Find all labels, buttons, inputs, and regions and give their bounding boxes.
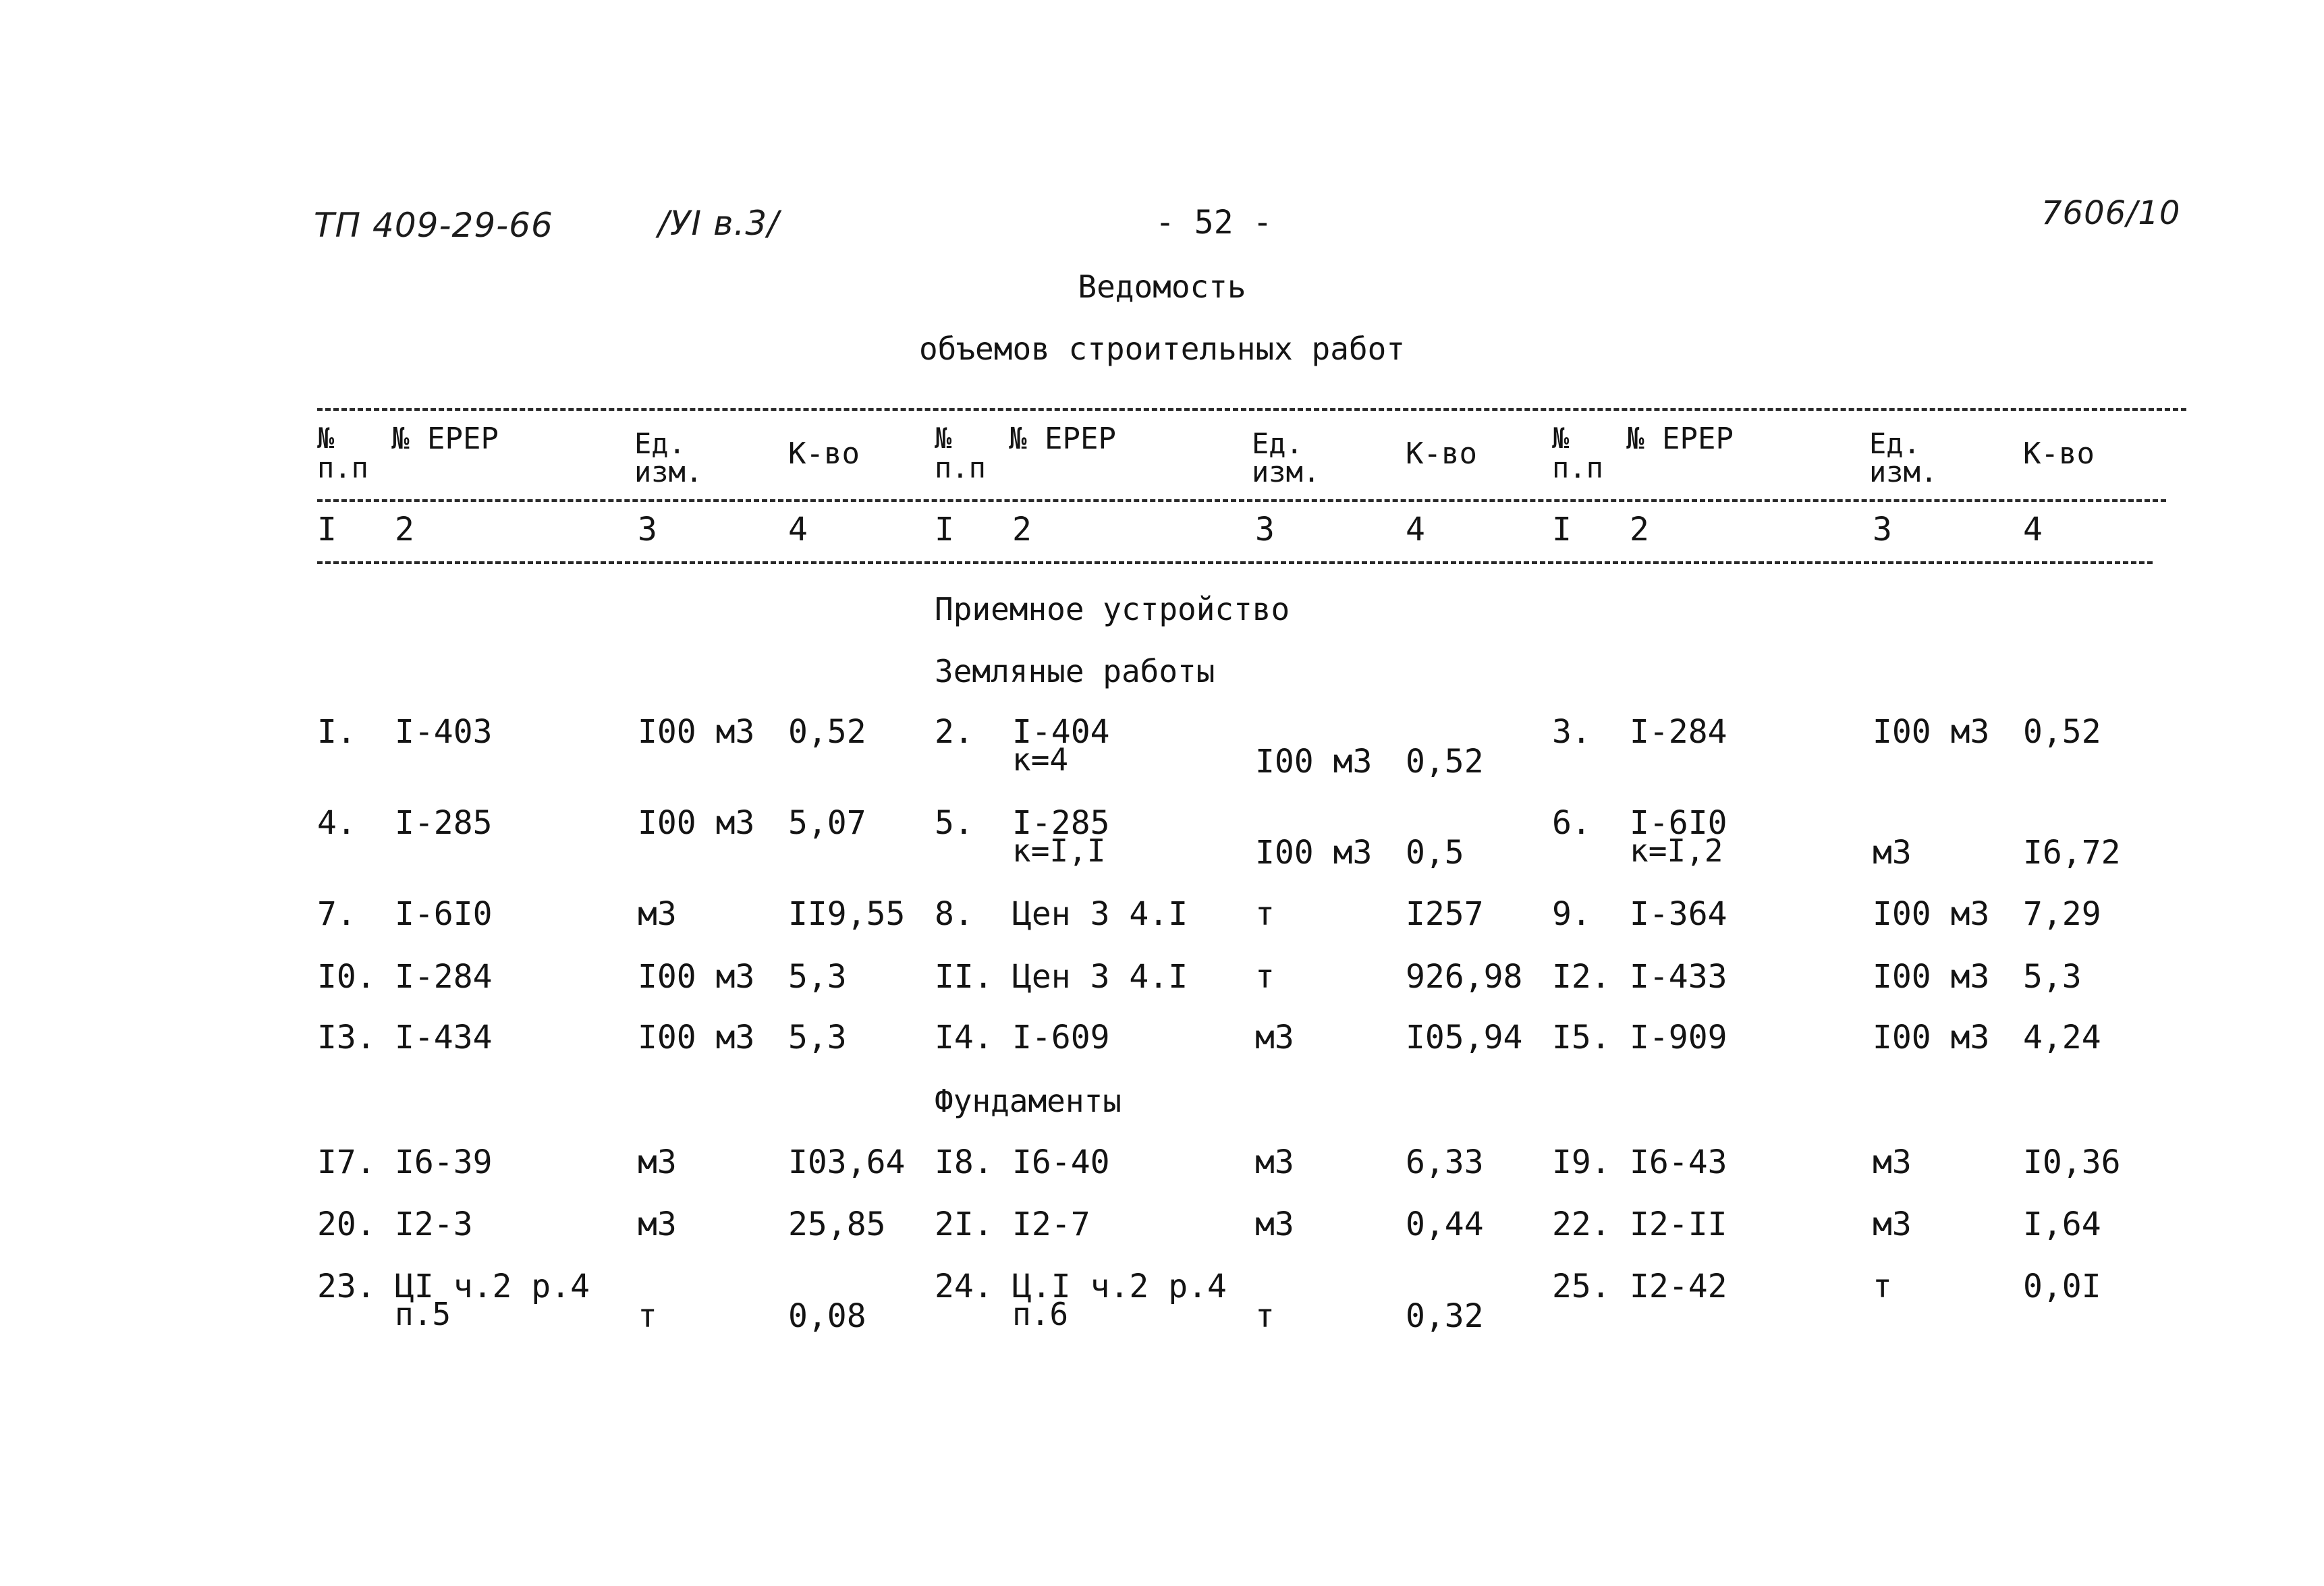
header-unit-line1: Ед. <box>1252 427 1303 460</box>
quantity-value: 6,33 <box>1406 1143 1484 1181</box>
unit-value: т <box>1255 958 1275 996</box>
section-title-receiving-device: Приемное устройство <box>935 591 1290 627</box>
row-number: 2I. <box>935 1206 993 1243</box>
column-index-2: 2 <box>1630 511 1649 548</box>
row-number: I9. <box>1552 1143 1611 1181</box>
quantity-value: I257 <box>1406 895 1484 933</box>
erer-code: I-434 <box>395 1019 493 1056</box>
header-unit-line2: изм. <box>1252 455 1321 488</box>
row-number: I4. <box>935 1019 993 1056</box>
erer-code: I-285 <box>1012 804 1110 842</box>
quantity-value: 926,98 <box>1406 958 1523 996</box>
header-num-label: п.п <box>317 451 368 484</box>
column-index-2: 2 <box>395 511 414 548</box>
header-unit-line2: изм. <box>1869 455 1938 488</box>
page-number: - 52 - <box>1155 204 1273 242</box>
column-index-2: 2 <box>1012 511 1032 548</box>
quantity-value: I,64 <box>2023 1206 2101 1243</box>
unit-value: I00 м3 <box>638 958 755 996</box>
quantity-value: 4,24 <box>2023 1019 2101 1056</box>
unit-value: м3 <box>638 1206 677 1243</box>
column-index-3: 3 <box>1873 511 1892 548</box>
table-top-rule <box>317 408 2186 411</box>
header-unit-line1: Ед. <box>1869 427 1920 460</box>
erer-code: I6-43 <box>1630 1143 1727 1181</box>
quantity-value: 0,52 <box>2023 713 2101 751</box>
column-index-1: I <box>935 511 954 548</box>
erer-code: Цен 3 4.I <box>1012 958 1188 996</box>
row-number: II. <box>935 958 993 996</box>
erer-code: ЦI ч.2 р.4 <box>395 1268 590 1305</box>
quantity-value: 7,29 <box>2023 895 2101 933</box>
unit-value: I00 м3 <box>638 1019 755 1056</box>
erer-code: I-404 <box>1012 713 1110 751</box>
row-number: 22. <box>1552 1206 1611 1243</box>
header-num-symbol: № <box>317 422 335 455</box>
section-title-earthworks: Земляные работы <box>935 653 1215 689</box>
quantity-value: II9,55 <box>788 895 906 933</box>
quantity-value: 5,3 <box>2023 958 2082 996</box>
unit-value: т <box>638 1297 657 1335</box>
header-num-symbol: № <box>935 422 952 455</box>
header-num-label: п.п <box>1552 451 1603 484</box>
row-number: I7. <box>317 1143 376 1181</box>
column-index-1: I <box>1552 511 1572 548</box>
quantity-value: 0,44 <box>1406 1206 1484 1243</box>
document-subtitle: объемов строительных работ <box>918 331 1406 367</box>
unit-value: м3 <box>1873 1143 1912 1181</box>
header-qty: К-во <box>2023 436 2095 471</box>
row-number: I8. <box>935 1143 993 1181</box>
row-number: 6. <box>1552 804 1591 842</box>
erer-code-note: п.5 <box>395 1296 451 1332</box>
quantity-value: I03,64 <box>788 1143 906 1181</box>
row-number: 9. <box>1552 895 1591 933</box>
unit-value: м3 <box>638 1143 677 1181</box>
erer-code: Цен 3 4.I <box>1012 895 1188 933</box>
row-number: I0. <box>317 958 376 996</box>
erer-code-note: к=I,I <box>1012 832 1106 869</box>
erer-code: I-284 <box>1630 713 1727 751</box>
erer-code-note: к=I,2 <box>1630 832 1723 869</box>
erer-code: I6-39 <box>395 1143 493 1181</box>
unit-value: м3 <box>1255 1143 1294 1181</box>
unit-value: м3 <box>1873 834 1912 872</box>
erer-code-note: п.6 <box>1012 1296 1069 1332</box>
row-number: 24. <box>935 1268 993 1305</box>
quantity-value: I6,72 <box>2023 834 2121 872</box>
erer-code: Ц.I ч.2 р.4 <box>1012 1268 1227 1305</box>
unit-value: I00 м3 <box>1873 958 1990 996</box>
row-number: 25. <box>1552 1268 1611 1305</box>
erer-code: I2-42 <box>1630 1268 1727 1305</box>
erer-code: I-403 <box>395 713 493 751</box>
volume-label: /УI в.3/ <box>658 204 779 243</box>
header-erer: № ЕРЕР <box>1009 422 1116 456</box>
index-bottom-rule <box>317 561 2153 564</box>
column-index-3: 3 <box>638 511 657 548</box>
unit-value: м3 <box>1255 1206 1294 1243</box>
column-index-1: I <box>317 511 337 548</box>
row-number: 23. <box>317 1268 376 1305</box>
header-unit-line2: изм. <box>634 455 703 488</box>
header-bottom-rule <box>317 499 2166 502</box>
unit-value: т <box>1873 1268 1892 1305</box>
header-unit-line1: Ед. <box>634 427 686 460</box>
unit-value: I00 м3 <box>1255 743 1373 781</box>
unit-value: т <box>1255 1297 1275 1335</box>
quantity-value: 0,08 <box>788 1297 866 1335</box>
row-number: 7. <box>317 895 356 933</box>
quantity-value: I05,94 <box>1406 1019 1523 1056</box>
header-qty: К-во <box>1406 436 1477 471</box>
row-number: I3. <box>317 1019 376 1056</box>
unit-value: т <box>1255 895 1275 933</box>
unit-value: м3 <box>638 895 677 933</box>
quantity-value: 0,0I <box>2023 1268 2101 1305</box>
row-number: I2. <box>1552 958 1611 996</box>
erer-code: I-433 <box>1630 958 1727 996</box>
unit-value: I00 м3 <box>638 804 755 842</box>
quantity-value: 0,5 <box>1406 834 1464 872</box>
header-num-symbol: № <box>1552 422 1570 455</box>
header-num-label: п.п <box>935 451 986 484</box>
section-title-foundations: Фундаменты <box>935 1083 1122 1119</box>
unit-value: м3 <box>1873 1206 1912 1243</box>
erer-code: I2-7 <box>1012 1206 1090 1243</box>
document-code: ТП 409-29-66 <box>314 206 553 245</box>
erer-code: I-6I0 <box>395 895 493 933</box>
erer-code: I6-40 <box>1012 1143 1110 1181</box>
column-index-4: 4 <box>1406 511 1425 548</box>
erer-code: I2-II <box>1630 1206 1727 1243</box>
quantity-value: 0,52 <box>1406 743 1484 781</box>
unit-value: I00 м3 <box>1255 834 1373 872</box>
archive-stamp: 7606/10 <box>2041 194 2181 232</box>
unit-value: м3 <box>1255 1019 1294 1056</box>
row-number: 2. <box>935 713 974 751</box>
row-number: I5. <box>1552 1019 1611 1056</box>
erer-code: I-609 <box>1012 1019 1110 1056</box>
erer-code: I-364 <box>1630 895 1727 933</box>
erer-code: I-909 <box>1630 1019 1727 1056</box>
erer-code-note: к=4 <box>1012 741 1069 778</box>
unit-value: I00 м3 <box>638 713 755 751</box>
header-qty: К-во <box>788 436 860 471</box>
quantity-value: 0,52 <box>788 713 866 751</box>
quantity-value: I0,36 <box>2023 1143 2121 1181</box>
row-number: 3. <box>1552 713 1591 751</box>
erer-code: I2-3 <box>395 1206 473 1243</box>
quantity-value: 5,07 <box>788 804 866 842</box>
erer-code: I-6I0 <box>1630 804 1727 842</box>
column-index-4: 4 <box>788 511 808 548</box>
row-number: 4. <box>317 804 356 842</box>
quantity-value: 5,3 <box>788 958 847 996</box>
quantity-value: 25,85 <box>788 1206 886 1243</box>
header-erer: № ЕРЕР <box>1626 422 1734 456</box>
quantity-value: 0,32 <box>1406 1297 1484 1335</box>
header-erer: № ЕРЕР <box>391 422 499 456</box>
row-number: 20. <box>317 1206 376 1243</box>
quantity-value: 5,3 <box>788 1019 847 1056</box>
unit-value: I00 м3 <box>1873 1019 1990 1056</box>
row-number: I. <box>317 713 356 751</box>
column-index-4: 4 <box>2023 511 2043 548</box>
column-index-3: 3 <box>1255 511 1275 548</box>
unit-value: I00 м3 <box>1873 895 1990 933</box>
erer-code: I-285 <box>395 804 493 842</box>
row-number: 5. <box>935 804 974 842</box>
unit-value: I00 м3 <box>1873 713 1990 751</box>
document-title: Ведомость <box>1078 268 1246 305</box>
row-number: 8. <box>935 895 974 933</box>
erer-code: I-284 <box>395 958 493 996</box>
